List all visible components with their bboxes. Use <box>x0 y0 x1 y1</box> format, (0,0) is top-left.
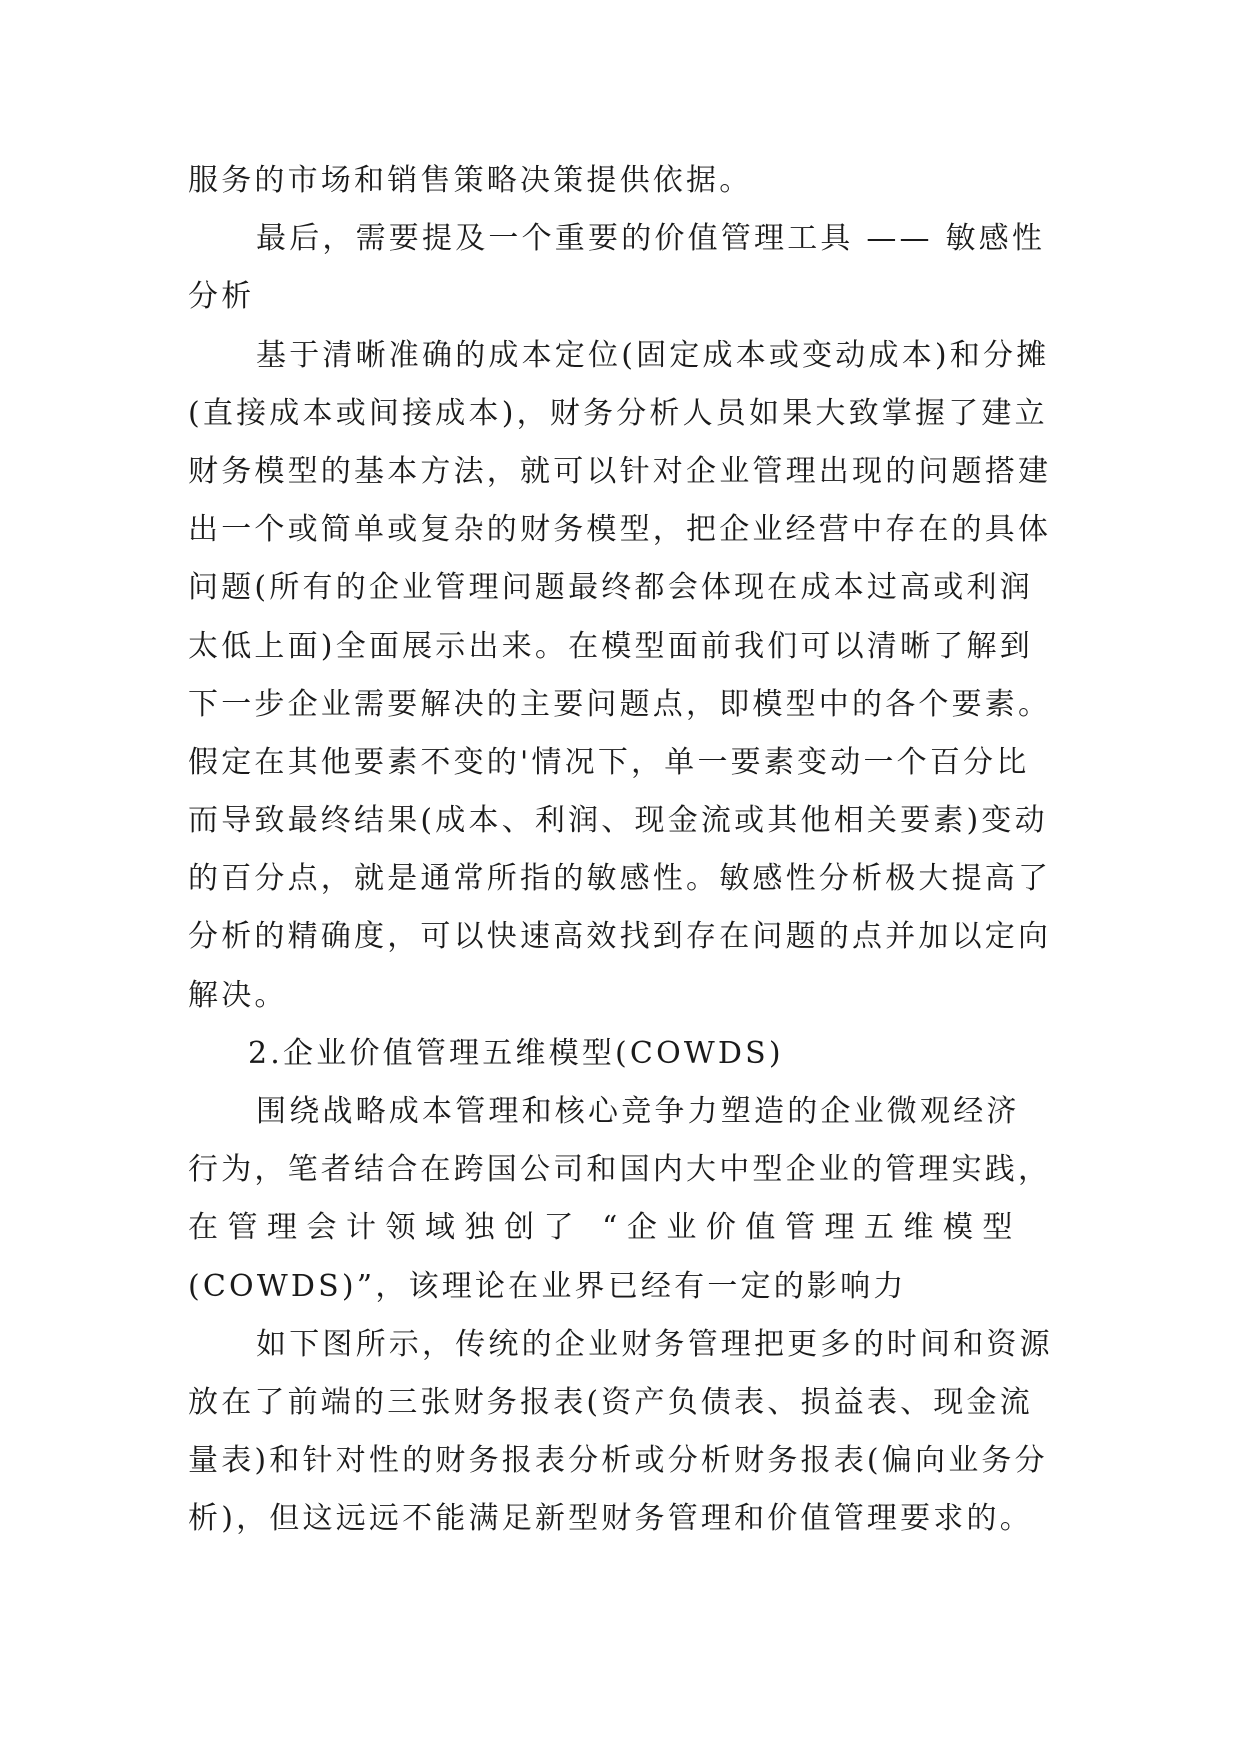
text-line-13: 的百分点，就是通常所指的敏感性。敏感性分析极大提高了 <box>188 861 1052 897</box>
text-line-20: (COWDS)”，该理论在业界已经有一定的影响力 <box>188 1268 907 1304</box>
text-line-23: 量表)和针对性的财务报表分析或分析财务报表(偏向业务分 <box>188 1443 1048 1479</box>
document-page <box>188 152 1058 1549</box>
text-line-24: 析)，但这远远不能满足新型财务管理和价值管理要求的。 <box>188 1501 1033 1537</box>
text-line-4: 基于清晰准确的成本定位(固定成本或变动成本)和分摊 <box>256 337 1050 373</box>
text-line-8: 问题(所有的企业管理问题最终都会体现在成本过高或利润 <box>188 570 1033 606</box>
text-line-14: 分析的精确度，可以快速高效找到存在问题的点并加以定向 <box>188 919 1052 955</box>
text-line-9: 太低上面)全面展示出来。在模型面前我们可以清晰了解到 <box>188 628 1033 664</box>
text-line-2: 最后，需要提及一个重要的价值管理工具 —— 敏感性 <box>256 221 1046 257</box>
text-line-1: 服务的市场和销售策略决策提供依据。 <box>188 163 753 198</box>
text-line-18: 行为，笔者结合在跨国公司和国内大中型企业的管理实践， <box>188 1152 1052 1188</box>
text-line-5: (直接成本或间接成本)，财务分析人员如果大致掌握了建立 <box>188 395 1048 431</box>
text-line-6: 财务模型的基本方法，就可以针对企业管理出现的问题搭建 <box>188 453 1052 489</box>
section-heading: 2.企业价值管理五维模型(COWDS) <box>248 1035 784 1071</box>
text-line-19: 在管理会计领域独创了 “企业价值管理五维模型 <box>188 1210 1022 1246</box>
text-line-15: 解决。 <box>188 977 288 1013</box>
text-line-12: 而导致最终结果(成本、利润、现金流或其他相关要素)变动 <box>188 803 1048 839</box>
text-line-11: 假定在其他要素不变的'情况下，单一要素变动一个百分比 <box>188 744 1030 780</box>
text-line-7: 出一个或简单或复杂的财务模型，把企业经营中存在的具体 <box>188 512 1052 548</box>
text-line-17: 围绕战略成本管理和核心竞争力塑造的企业微观经济 <box>256 1094 1020 1129</box>
text-line-10: 下一步企业需要解决的主要问题点，即模型中的各个要素。 <box>188 686 1052 722</box>
text-line-3: 分析 <box>188 279 255 315</box>
text-line-22: 放在了前端的三张财务报表(资产负债表、损益表、现金流 <box>188 1384 1033 1420</box>
text-line-21: 如下图所示，传统的企业财务管理把更多的时间和资源 <box>256 1326 1053 1362</box>
